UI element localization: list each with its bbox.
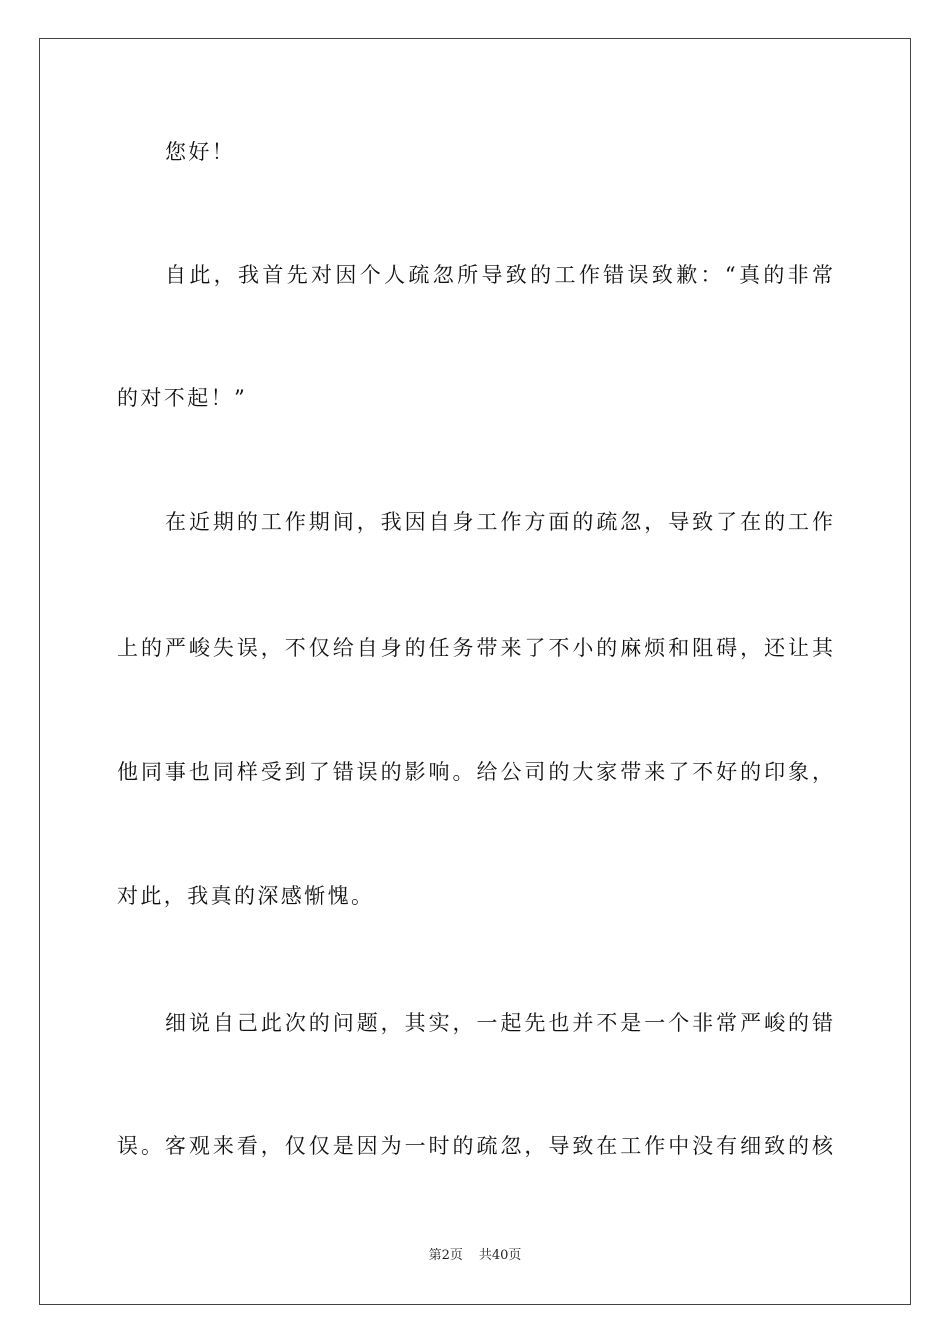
paragraph-line: 细说自己此次的问题，其实，一起先也并不是一个非常严峻的错 — [165, 1011, 833, 1035]
paragraph-line: 误。客观来看，仅仅是因为一时的疏忽，导致在工作中没有细致的核 — [117, 1134, 833, 1158]
paragraph-line: 上的严峻失误，不仅给自身的任务带来了不小的麻烦和阻碍，还让其 — [117, 636, 833, 660]
paragraph-line: 自此，我首先对因个人疏忽所导致的工作错误致歉：“真的非常 — [165, 263, 833, 287]
page-footer — [0, 1247, 950, 1265]
greeting-line: 您好！ — [165, 140, 236, 164]
page-number: 第2页 — [428, 1248, 463, 1263]
page-total: 共40页 — [478, 1248, 522, 1263]
paragraph-line: 在近期的工作期间，我因自身工作方面的疏忽，导致了在的工作 — [165, 510, 833, 534]
paragraph-line: 的对不起！” — [117, 386, 248, 410]
paragraph-line: 他同事也同样受到了错误的影响。给公司的大家带来了不好的印象， — [117, 760, 833, 784]
paragraph-line: 对此，我真的深感惭愧。 — [117, 884, 375, 908]
page-border — [39, 38, 911, 1305]
